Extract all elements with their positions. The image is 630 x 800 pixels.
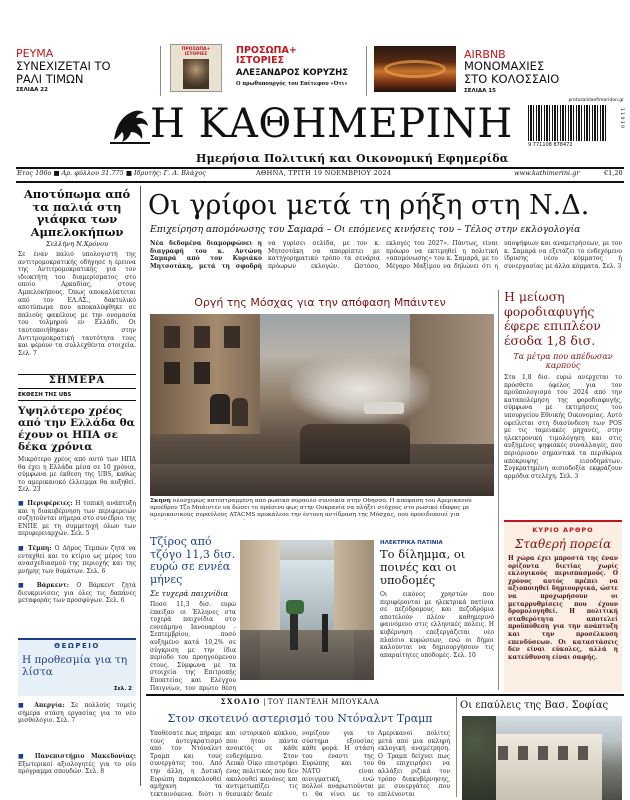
teaser-left[interactable] <box>16 47 146 93</box>
column-author: ΤΟΥ ΠΑΝΤΕΛΗ ΜΠΟΥΚΑΛΑ <box>267 698 380 706</box>
brief-item[interactable] <box>18 753 136 795</box>
caption-text: ολοσχερώς κατεστραμμένη από ρωσικό πύραυλο συνοικία στην Οδησσό. Η απόφαση του Αμερικανού προέδρου Τζο Μπάιντεν να δώσει το πράσινο φως στην Ουκρανία να πλήξει στόχους στο ρωσικό έδαφος με αμερικανικούς πυραύλους ATACMS προκάλεσε την έντονη αντίδραση της Μόσχας, που προειδοποιεί για <box>150 498 472 519</box>
mansions-headline[interactable]: Οι επαύλεις της Βασ. Σοφίας <box>460 700 609 711</box>
brief-bullet-icon: ■ <box>18 582 37 589</box>
main-body-col-4: υποψήφιων και αναμετρήσεων, με τον κ. Σαμαρά να εξετάζει το ενδεχόμενο ίδρυσης νέου κόμματος ή συνεργασίας με άλλα κόμματα. Σελ. 3 <box>504 240 622 270</box>
left-bottom-briefs <box>18 702 136 795</box>
left-lead-body: Σε έναν παλιό υπολογιστή της αντιτρομοκρατικής οδήγησε η έρευνα της Αντιτρομοκρατικής για τον ιδιοκτήτη του διαμερίσματος στο οποίο Αρκαδίας, στους Αμπελοκήπους. Όπως αποκαλύπτεται από τον ΕΛ.ΑΣ., δακτυλικό αποτύπωμα που αποκαλύφθηκε σε παλιούς φακέλους με την ονομασία του τολμηρού εν Ελλάδι. Οι ταυτοποιήθηκαν στην Αντιτρομοκρατική ταυτότητα τους και φέρουν τα συλλεχθέντα στοιχεία. Σελ. 7 <box>18 251 136 357</box>
brief-bullet-icon: ■ <box>18 702 35 709</box>
teaser-left-page: ΣΕΛΙΔΑ 22 <box>16 87 48 93</box>
book-cover-label: ΠΡΟΣΩΠΑ+ ΙΣΤΟΡΙΕΣ <box>181 47 211 57</box>
info-price: €1,20 <box>604 169 623 177</box>
brief-body: Ο Βάρκεντ ζητά διευκρινίσεις για όλες τις δαπάνες μεταφοράς των προσφύγων. Σελ. 6 <box>18 582 136 605</box>
brief-bullet-icon: ■ <box>18 545 29 552</box>
brief-title: Περιφέρειες: <box>27 500 73 507</box>
scooter-story[interactable] <box>380 540 494 687</box>
portrait-image <box>183 59 209 89</box>
left-ubs-body: Μικρότερο χρέος από αυτό των ΗΠΑ θα έχει η Ελλάδα μέσα σε 10 χρόνια, σύμφωνα με έκθεση της UBS, καθώς το αμερικανικό έλλειμμα θα αυξηθεί. Σελ. 23 <box>18 456 136 494</box>
gambling-subhead: Σε τυχερά παιχνίδια <box>150 589 229 598</box>
brief-title: Πανεπιστήμιο Μακεδονίας: <box>34 753 136 760</box>
main-body-lead: Νέα δεδομένα διαμορφώνει η διαγραφή του κ. Αντώνη Σαμαρά από τον Κυριάκο Μητσοτάκη, μετά τη σφοδρή <box>150 240 262 270</box>
info-founder: Ιδρυτής: Γ. Α. Βλάχος <box>134 169 206 177</box>
book-cover-image <box>170 44 222 92</box>
info-bar: Έτος 106ο ■ Αρ. φύλλου 31.775 ■ Ιδρυτής: Γ. Α. Βλάχος ΑΘΗΝΑ, ΤΡΙΤΗ 19 ΝΟΕΜΒΡΙΟΥ 2024 www.kathimerini.gr €1,20 <box>16 169 623 177</box>
column-label: ΣΧΟΛΙΟ <box>220 697 261 706</box>
main-deck: Επιχείρηση απομόνωσης του Σαμαρά – Οι επόμενες κινήσεις του – Τέλος στην εκλογολογία <box>150 224 581 235</box>
teaser-right-page: ΣΕΛΙΔΑ 15 <box>464 88 496 94</box>
teaser-right-title: ΜΟΝΟΜΑΧΙΕΣ ΣΤΟ ΚΟΛΟΣΣΑΙΟ <box>464 59 560 86</box>
scooter-label: ΗΛΕΚΤΡΙΚΑ ΠΑΤΙΝΙΑ <box>380 540 443 546</box>
masthead-title: Η ΚΑΘΗΜΕΡΙΝΗ <box>150 101 513 147</box>
editorial-body: Η χώρα έχει μπροστά της έναν ορίζοντα διετίας χωρίς εκλογικούς περισπασμούς. Ο χρόνος αυτός πρέπει να αξιοποιηθεί δημιουργικά, ώστε να προχωρήσουν οι μεταρρυθμίσεις που έχουν δρομολογηθεί. Η πολιτική σταθερότητα αποτελεί προϋπόθεση για την ανάπτυξη και την προσέλκυση επενδύσεων. Οι καταστάσεις δεν είναι εύκολες, αλλά η κατεύθυνση είναι σαφής. <box>508 555 618 661</box>
barcode-label: protosalidaefimeridon.gr <box>568 98 624 103</box>
right-story[interactable] <box>504 290 622 504</box>
brief-item[interactable] <box>18 702 136 750</box>
left-lead-story[interactable] <box>18 188 136 359</box>
brief-title: Βάρκεντ: <box>36 582 69 589</box>
brief-body: Εξωτερικοί αξιολογητές για το νέο πρόγραμμα σπουδών. Σελ. 8 <box>18 760 136 776</box>
scooter-photo <box>240 540 374 680</box>
mansions-photo <box>462 716 622 800</box>
left-lead-headline: Αποτύπωμα από τα παλιά στη γιάφκα των Αμπελοκήπων <box>23 187 131 239</box>
column-text-4: Αμερικανοί πολίτες μετά από μια σκληρή εκλογική αναμέτρηση. Ο Τραμπ δείχνει πως θα επιχειρήσει να αλλάξει ριζικά τον τρόπο διακυβέρνησης, με συνεργάτες που επιλέγονται <box>378 730 450 796</box>
brief-title: Τέμπη: <box>28 545 52 552</box>
barcode-bars <box>528 105 606 141</box>
brief-body: Η τοπική ανάπτυξη και η διακυβέρνηση των περιφερειών συζητούνται σήμερα στο συνέδριο της ΕΝΠΕ με τη συμμετοχή όλων των περιφερειαρχών. Σελ. 5 <box>18 500 136 538</box>
section-today-label: ΣΗΜΕΡΑ <box>48 375 106 386</box>
right-body: Στα 1,8 δισ. ευρώ ανέρχεται το πρόσθετο όφελος για τον προϋπολογισμό του 2024 από την καταπολέμηση της φοροδιαφυγής, σύμφωνα με εκτιμήσεις του υπουργείου Εθνικής Οικονομίας. Αυτό οφείλεται στη διασύνδεση των POS με τις ταμειακές μηχανές, στην ηλεκτρονική τιμολόγηση και στις αυξημένες ψηφιακές συναλλαγές, που περιόρισαν σημαντικά τα περιθώρια απόκρυψης εισοδημάτων. Συγκρατημένη αισιοδοξία εκφράζουν αρμόδια στελέχη. Σελ. 3 <box>504 374 622 480</box>
editorial-box[interactable] <box>504 520 622 692</box>
teaser-right[interactable] <box>374 44 624 94</box>
teaser-right-kicker: AIRBNB <box>464 48 506 61</box>
teaser-left-kicker: ΡΕΥΜΑ <box>16 47 54 60</box>
gambling-body: Ποσό 11,3 δισ. ευρώ έπαιξαν οι Έλληνες στα τυχερά παιχνίδια στο εννεάμηνο Ιανουαρίου - Σεπτεμβρίου, ποσό αυξημένο κατά 10,2% σε σύγκριση με την ίδια περίοδο του προηγούμενου έτους. Σύμφωνα με τα στοιχεία της Επιτροπής Εποπτείας και Ελέγχου Παιγνίων, τον πρώτο θέση <box>150 601 236 692</box>
editorial-label: ΚΥΡΙΟ ΑΡΘΡΟ <box>532 526 594 534</box>
gambling-story[interactable] <box>150 536 236 693</box>
left-ubs-story[interactable] <box>18 392 136 494</box>
column-headline[interactable]: Στον σκοτεινό αστερισμό του Ντόναλντ Τραμπ <box>167 712 433 725</box>
caption-label: Σκηνή <box>150 498 171 504</box>
info-issue: Αρ. φύλλου 31.775 <box>61 169 124 177</box>
theory-headline: Η προθεσμία για τη λίστα <box>22 654 128 678</box>
left-ubs-headline: Υψηλότερο χρέος από την Ελλάδα θα έχουν οι ΗΠΑ σε δέκα χρόνια <box>18 405 135 453</box>
column-header: ΣΧΟΛΙΟ | ΤΟΥ ΠΑΝΤΕΛΗ ΜΠΟΥΚΑΛΑ <box>220 697 380 706</box>
main-photo-caption <box>150 498 494 520</box>
teaser-left-title: ΣΥΝΕΧΙΖΕΤΑΙ ΤΟ ΡΑΛΙ ΤΙΜΩΝ <box>16 59 111 86</box>
info-year: Έτος 106ο <box>16 169 52 177</box>
column-text-3: νομίζουν για το σύστημα εξουσίας κάθε φορά. Η στάση του έναντι της Ευρώπης και του ΝΑΤΟ είναι αινιγματική, ενώ πολλοί αναρωτιούνται τι θα γίνει με το <box>302 730 374 796</box>
barcode-number: 9 771108 878472 <box>528 142 573 148</box>
brief-bullet-icon: ■ <box>18 753 35 760</box>
barcode-issue: 1 1 9 1 9 <box>619 108 624 129</box>
column-text-1: Υποθέσατε πως πήραμε τους άντεγκρατισμό από τον Ντόναλντ Τραμπ και τους συνεργάτες του. Από την άλλη, η Δυτική Ευρώπη παρακολουθεί αμήχανη τα τεκταινόμενα, διότι η <box>150 730 222 796</box>
scooter-body: Οι εικόνες χρηστών που περιφέρονται με ηλεκτρικά πατίνια σε πεζόδρομους και πεζοδρόμια αποτελούν πλέον καθημερινό φαινόμενο στις ελληνικές πόλεις. Η κυβέρνηση επεξεργάζεται νέο πλαίσιο κυρώσεων, ενώ οι δήμοι καλούνται να δημιουργήσουν τις απαραίτητες υποδομές. Σελ. 10 <box>380 591 494 659</box>
column-text-2: και ιστορικού κύκλου, που ήταν πάντα ανοικτός σε κάθε ενδεχόμενο. Στον Λευκό Οίκο επιστρέφει ένας πολιτικός που δεν ακολουθεί κανόνες και αντιμετωπίζει τις θεσμικές δομές <box>226 730 298 796</box>
barcode <box>518 98 624 162</box>
info-date: ΑΘΗΝΑ, ΤΡΙΤΗ 19 ΝΟΕΜΒΡΙΟΥ 2024 <box>256 169 392 177</box>
left-ubs-label: ΕΚΘΕΣΗ ΤΗΣ UBS <box>18 392 72 398</box>
info-website[interactable]: www.kathimerini.gr <box>514 169 580 177</box>
photo-headline[interactable]: Οργή της Μόσχας για την απόφαση Μπάιντεν <box>194 296 446 309</box>
left-briefs <box>18 500 136 608</box>
editorial-title: Σταθερή πορεία <box>514 537 612 551</box>
theory-box[interactable] <box>18 638 136 696</box>
brief-item[interactable] <box>18 582 136 608</box>
brief-bullet-icon: ■ <box>18 500 28 507</box>
theory-page: Σελ. 2 <box>113 686 132 692</box>
gambling-headline: Τζίρος από τζόγο 11,3 δισ. ευρώ σε εννέα μήνες <box>150 535 236 586</box>
main-body-col-1 <box>150 240 262 270</box>
colosseum-image <box>374 46 456 92</box>
theory-label: ΘΕΩΡΕΙΟ <box>54 642 100 650</box>
main-headline[interactable]: Οι γρίφοι μετά τη ρήξη στη Ν.Δ. <box>148 190 590 221</box>
masthead-subtitle: Ημερήσια Πολιτική και Οικονομική Εφημερίδα <box>196 152 509 165</box>
main-photo-odessa <box>150 314 494 496</box>
scooter-headline: Το δίλημμα, οι ποινές και οι υποδομές <box>380 547 466 587</box>
right-subhead: Τα μέτρα που απέδωσαν καρπούς <box>513 352 613 370</box>
main-body-col-2: να γυρίσει σελίδα, με τον κ. Μητσοτάκη να απορρίπτει με κατηγορηματικό τρόπο τα σενάρια πρόωρων εκλογών. Ωστόσο, <box>268 240 380 270</box>
brief-item[interactable] <box>18 545 136 579</box>
brief-title: Απεργία: <box>34 702 65 709</box>
right-headline: Η μείωση φοροδιαφυγής έφερε επιπλέον έσοδα 1,8 δισ. <box>504 289 601 348</box>
teaser-center[interactable] <box>170 44 360 94</box>
main-body-col-3: εκλογές του 2027». Πάντως, είναι πρόωρο να εκτιμηθεί η πολιτική «απομόνωσης» του κ. Σαμαρά, με το Μέγαρο Μαξίμου να δηλώνει ότι η <box>386 240 498 270</box>
left-lead-author: Σελλήνη Ν.Χρόνου <box>45 240 109 248</box>
brief-body: Σε πολλούς τομείς σήμερα στάση εργασίας για το νέο μισθολόγιο. Σελ. 7 <box>18 702 136 725</box>
owl-logo-icon <box>108 104 154 146</box>
teaser-center-series: ΠΡΟΣΩΠΑ+ ΙΣΤΟΡΙΕΣ <box>236 45 297 66</box>
brief-item[interactable] <box>18 500 136 542</box>
teaser-center-author: ΑΛΕΞΑΝΔΡΟΣ ΚΟΡΥΖΗΣ <box>236 68 349 78</box>
brief-body: Ο Δήμος Τεμπών ζητά να ενταχθεί και το κτίριο ως μέρος του ανασχεδιασμού της περιοχής και της μνήμης των θυμάτων. Σελ. 6 <box>18 545 136 575</box>
teaser-center-note: Ο πρωθυπουργός του Επίτεφου «Ότι» <box>236 81 348 87</box>
